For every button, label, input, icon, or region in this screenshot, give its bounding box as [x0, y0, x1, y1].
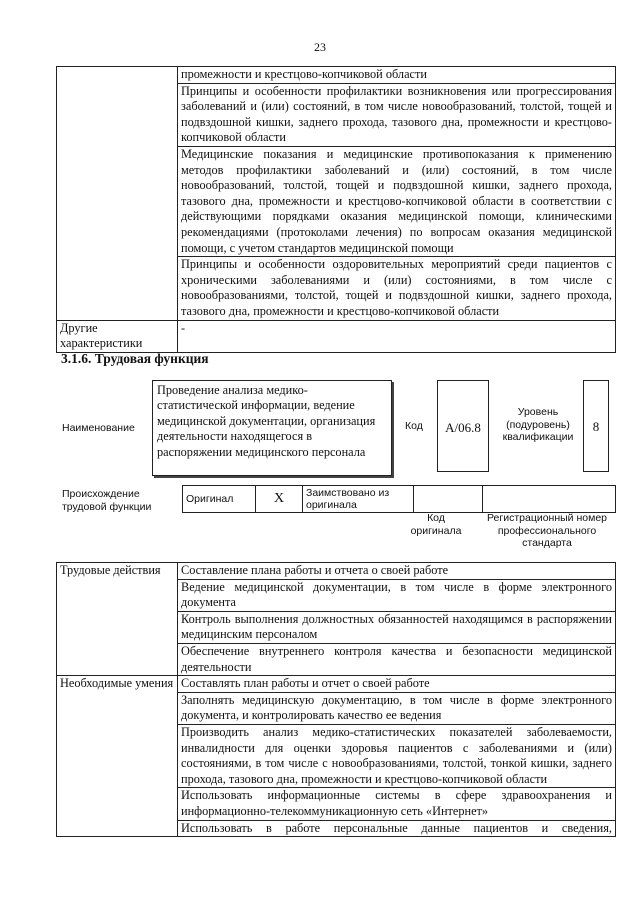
level-label: Уровень (подуровень) квалификации [502, 406, 574, 443]
registration-caption: Регистрационный номер профессионального стандарта [487, 512, 607, 549]
table-row [57, 320, 616, 352]
code-box [437, 380, 489, 472]
actions-label: Трудовые действия [57, 563, 178, 676]
code-caption: Код оригинала [410, 512, 462, 537]
section-title: 3.1.6. Трудовая функция [61, 351, 209, 366]
table-label-cell [57, 67, 178, 321]
table-row [183, 486, 616, 513]
labor-actions-table [56, 562, 616, 837]
other-characteristics-label: Другие характеристики [57, 320, 178, 352]
function-name-box [152, 380, 392, 476]
table-cell: Принципы и особенности оздоровительных мероприятий среди пациентов с хроническими заболеваниями и (или) состояниями, в том числе с новообразованиями, толстой, тощей и подвздошной кишки, заднего прохода, тазового дна, промежности и крестцово-копчиковой области [178, 257, 616, 320]
function-name: Проведение анализа медико-статистической информации, ведение медицинской документации, организация деятельности находящегося в распоряжении медицинского персонала [157, 383, 376, 459]
level-box [583, 380, 609, 472]
table-cell: Составление плана работы и отчета о своей работе [178, 563, 616, 580]
table-cell: Использовать в работе персональные данные пациентов и сведения, [178, 820, 616, 837]
table-cell: Принципы и особенности профилактики возникновения или прогрессирования заболеваний и (или) состояний, в том числе новообразований, толстой, тощей и подвздошной кишки, заднего прохода, тазового дна, промежности и крестцово-копчиковой области [178, 83, 616, 146]
page-number: 23 [314, 40, 326, 54]
table-cell: Использовать информационные системы в сфере здравоохранения и информационно-телекоммуникационную сеть «Интернет» [178, 788, 616, 820]
table-cell: Обеспечение внутреннего контроля качества и безопасности медицинской деятельности [178, 643, 616, 675]
registration-number-cell [483, 486, 616, 513]
table-cell: Контроль выполнения должностных обязанностей находящимся в распоряжении медицинским персоналом [178, 611, 616, 643]
origin-label: Происхождение трудовой функции [62, 488, 152, 513]
table-cell: - [178, 320, 616, 352]
table-row [57, 563, 616, 580]
original-code-cell [414, 486, 483, 513]
table-cell: промежности и крестцово-копчиковой области [178, 67, 616, 84]
table-cell: Составлять план работы и отчет о своей работе [178, 676, 616, 693]
name-label: Наименование [62, 422, 135, 434]
table-cell: Производить анализ медико-статистических показателей заболеваемости, инвалидности для оценки здоровья пациентов с заболеваниями и (или) состояниями, в том числе с новообразованиями, толстой, тонкой кишки, заднего прохода, тазового дна, промежности и крестцово-копчиковой области [178, 724, 616, 787]
level-value: 8 [592, 419, 600, 434]
table-row [57, 676, 616, 693]
function-code: A/06.8 [445, 420, 481, 435]
original-label: Оригинал [183, 486, 256, 513]
table-cell: Ведение медицинской документации, в том числе в форме электронного документа [178, 579, 616, 611]
skills-label: Необходимые умения [57, 676, 178, 837]
table-cell: Медицинские показания и медицинские противопоказания к применению методов профилактики заболеваний и (или) состояний, в том числе новообразований, толстой, тощей и подвздошной кишки, заднего прохода, тазового дна, промежности и крестцово-копчиковой области в соответствии с действующими порядками оказания медицинской помощи, клиническими рекомендациями (протоколами лечения) по вопросам оказания медицинской помощи, с учетом стандартов медицинской помощи [178, 146, 616, 256]
table-row [57, 67, 616, 84]
borrowed-label: Заимствовано из оригинала [303, 486, 414, 513]
code-label: Код [405, 420, 423, 432]
original-mark: X [256, 486, 303, 513]
knowledge-table [56, 66, 616, 353]
table-cell: Заполнять медицинскую документацию, в том числе в форме электронного документа, и контролировать качество ее ведения [178, 692, 616, 724]
origin-table [182, 485, 616, 513]
